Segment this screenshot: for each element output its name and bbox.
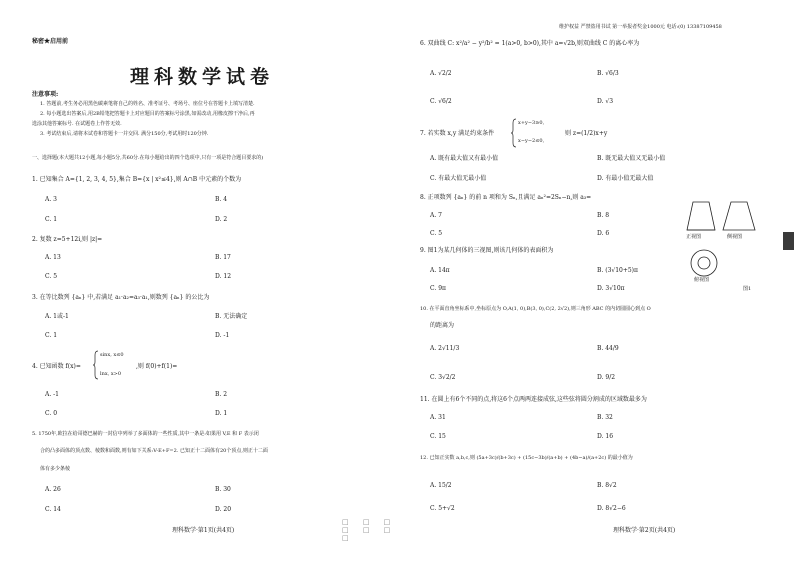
section-heading: 一、选择题(本大题共12小题,每小题5分,共60分.在每小题给出的四个选项中,只有一项是符合题目要求的) [32, 155, 264, 161]
q3-option-d: D. -1 [215, 332, 230, 339]
secret-label: 秘密★启用前 [32, 38, 69, 45]
q4-stem-tail: ,则 f(0)+f(1)= [136, 363, 178, 370]
notice-line-1: 1. 答题前,考生务必用黑色碳素笔将自己的姓名、准考证号、考场号、座位号在答题卡上填写清楚. [40, 101, 255, 107]
figure-caption: 图1 [743, 286, 752, 292]
q8-option-c: C. 5 [430, 230, 443, 237]
q9-stem: 9. 图1为某几何体的三视图,则该几何体的表面积为 [420, 247, 554, 254]
q6-option-d: D. √3 [597, 98, 614, 105]
q5-option-b: B. 30 [215, 486, 231, 493]
q10-option-a: A. 2√11/3 [430, 345, 460, 352]
notice-line-3: 选涂其他答案标号. 在试题卷上作答无效. [32, 121, 122, 127]
q10-option-b: B. 44/9 [597, 345, 619, 352]
q10-stem-1: 10. 在平面直角坐标系中,坐标原点为 O,A(1, 0),B(3, 0),C(2, 2√2),则三角形 ABC 的内切圆圆心到点 O [420, 306, 651, 312]
q7-option-b: B. 既无最大值又无最小值 [597, 155, 666, 162]
q11-option-b: B. 32 [597, 414, 613, 421]
q12-option-b: B. 8√2 [597, 482, 617, 489]
header-notice: 维护权益 严禁盗用书试 第一举报者奖金1000元 电话:(0) 13387109458 [559, 24, 722, 30]
q9-option-d: D. 3√10π [597, 285, 625, 292]
q2-option-c: C. 5 [45, 273, 58, 280]
q7-brace [511, 118, 517, 148]
notice-line-4: 3. 考试结束后,请将本试卷和答题卡一并交回. 满分150分,考试用时120分钟. [40, 131, 209, 137]
q12-option-a: A. 15/2 [430, 482, 452, 489]
q5-option-d: D. 20 [215, 506, 232, 513]
q4-option-a: A. -1 [45, 391, 59, 398]
q3-option-c: C. 1 [45, 332, 58, 339]
top-view-label: 俯视图 [694, 277, 710, 283]
q1-option-a: A. 3 [45, 196, 57, 203]
q8-option-d: D. 6 [597, 230, 610, 237]
side-view-label: 侧视图 [727, 234, 743, 240]
q7-constraint-1: x+y−3≥0, [518, 120, 545, 126]
q9-option-a: A. 14π [430, 267, 450, 274]
q9-option-b: B. (3√10+5)π [597, 267, 638, 274]
q2-option-b: B. 17 [215, 254, 231, 261]
q8-stem: 8. 正项数列 {aₙ} 的前 n 项和为 Sₙ,且满足 aₙ²=2Sₙ−n,则 a₃= [420, 194, 592, 201]
q5-stem-3: 体有多少条棱 [40, 466, 71, 472]
q6-option-b: B. √6/3 [597, 70, 619, 77]
q4-brace [93, 350, 99, 380]
q7-option-d: D. 有最小值无最大值 [597, 175, 654, 182]
q11-option-d: D. 16 [597, 433, 614, 440]
q6-option-c: C. √6/2 [430, 98, 452, 105]
q6-stem: 6. 双曲线 C: x²/a² − y²/b² = 1(a>0, b>0),其中 a=√2b,则双曲线 C 的离心率为 [420, 40, 640, 47]
right-page [397, 0, 794, 561]
q7-option-c: C. 有最大值无最小值 [430, 175, 487, 182]
q5-option-a: A. 26 [45, 486, 61, 493]
q11-stem: 11. 在圆上有6个不同的点,将这6个点两两连接成弦,这些弦将圆分割成的区域数最多为 [420, 396, 647, 403]
q1-option-b: B. 4 [215, 196, 228, 203]
exam-title: 理科数学试卷 [130, 66, 275, 88]
q2-option-a: A. 13 [45, 254, 61, 261]
binding-edge-tab [783, 232, 794, 250]
q5-stem-2: 合的凸多面体的顶点数、棱数和面数,则有如下关系:V-E+F=2. 已知正十二面体有20个顶点,则正十二面 [40, 448, 268, 454]
q10-option-c: C. 3√2/2 [430, 374, 456, 381]
q4-option-b: B. 2 [215, 391, 228, 398]
q7-stem: 7. 若实数 x,y 满足约束条件 [420, 130, 495, 137]
q8-option-b: B. 8 [597, 212, 610, 219]
notice-heading: 注意事项: [32, 91, 59, 98]
q12-option-c: C. 5+√2 [430, 505, 455, 512]
left-page-number: 理科数学·第1页(共4页) [172, 527, 235, 534]
q6-option-a: A. √2/2 [430, 70, 452, 77]
q12-option-d: D. 8√2−6 [597, 505, 626, 512]
q4-stem: 4. 已知函数 f(x)= [32, 363, 81, 370]
q4-option-c: C. 0 [45, 410, 58, 417]
q10-option-d: D. 9/2 [597, 374, 616, 381]
q1-option-c: C. 1 [45, 216, 58, 223]
q11-option-a: A. 31 [430, 414, 446, 421]
q3-option-a: A. 1或-1 [45, 313, 69, 320]
q2-option-d: D. 12 [215, 273, 232, 280]
q3-option-b: B. 无法确定 [215, 313, 248, 320]
q9-option-c: C. 9π [430, 285, 446, 292]
q2-stem: 2. 复数 z=5+12i,则 |z|= [32, 236, 103, 243]
q3-stem: 3. 在等比数列 {aₙ} 中,若满足 a₁·a₂=a₃·a₁,则数列 {aₙ} 的公比为 [32, 294, 210, 301]
q4-piece-2: lnx, x>0 [100, 371, 122, 377]
q1-stem: 1. 已知集合 A={1, 2, 3, 4, 5},集合 B={x | x²≤4},则 A∩B 中元素的个数为 [32, 176, 242, 183]
footer-marks: □ □ □ □ □ □ □ [342, 518, 397, 542]
notice-line-2: 2. 每小题选出答案后,用2B铅笔把答题卡上对应题目的答案标号涂黑,如需改动,用橡皮擦干净后,再 [40, 111, 255, 117]
q7-constraint-2: x−y−2≤0, [518, 138, 545, 144]
top-view-figure [689, 248, 719, 278]
front-view-label: 正视图 [686, 234, 702, 240]
q5-stem-1: 5. 1750年,欧拉在给哥德巴赫的一封信中列举了多面体的一些性质,其中一条是:如果用 V,E 和 F 表示闭 [32, 431, 259, 437]
q1-option-d: D. 2 [215, 216, 228, 223]
q7-option-a: A. 既有最大值又有最小值 [430, 155, 499, 162]
q4-piece-1: sinx, x≤0 [100, 352, 124, 358]
q8-option-a: A. 7 [430, 212, 442, 219]
q7-stem-tail: 则 z=(1/2)x+y [565, 130, 608, 137]
q10-stem-2: 的距离为 [430, 322, 455, 329]
q4-option-d: D. 1 [215, 410, 228, 417]
right-page-number: 理科数学·第2页(共4页) [613, 527, 676, 534]
q11-option-c: C. 15 [430, 433, 446, 440]
q5-option-c: C. 14 [45, 506, 61, 513]
q12-stem: 12. 已知正实数 a,b,c,则 (5a+3c)/(b+3c) + (15c−3b)/(a+b) + (4b−a)/(a+2c) 的最小值为 [420, 455, 633, 461]
